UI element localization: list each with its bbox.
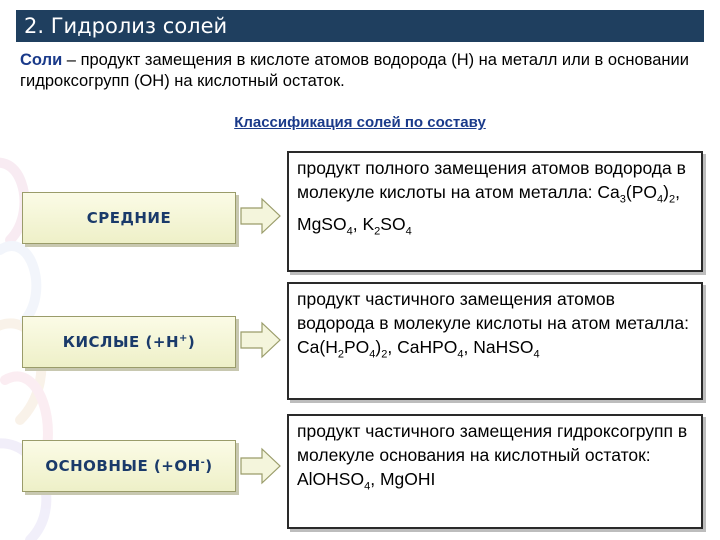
classification-heading: Классификация солей по составу bbox=[234, 114, 486, 131]
chemical-formula bbox=[597, 182, 680, 206]
chemical-formula bbox=[380, 469, 435, 489]
chemical-formula bbox=[297, 337, 398, 361]
formula-part: PO bbox=[343, 337, 370, 357]
category-label-main: КИСЛЫЕ (+H bbox=[62, 333, 180, 351]
category-label: СРЕДНИЕ bbox=[86, 209, 172, 227]
formula-subscript: 2 bbox=[381, 348, 388, 361]
arrow-right-icon bbox=[240, 196, 282, 236]
formula-part: , bbox=[352, 213, 363, 234]
formula-list bbox=[297, 337, 540, 361]
category-box-osnovnye bbox=[22, 440, 236, 492]
description-box-kislye bbox=[287, 282, 703, 400]
formula-subscript: 2 bbox=[668, 193, 676, 206]
formula-part: (PO bbox=[625, 182, 658, 202]
chemical-formula bbox=[297, 469, 380, 493]
formula-subscript: 4 bbox=[533, 348, 540, 361]
category-label-main: ОСНОВНЫЕ (+OH bbox=[45, 457, 201, 475]
category-box-kislye bbox=[22, 316, 236, 368]
formula-subscript: 4 bbox=[657, 193, 664, 206]
chemical-formula bbox=[297, 213, 363, 237]
formula-subscript: 4 bbox=[346, 225, 353, 237]
description-box-osnovnye bbox=[287, 414, 703, 529]
formula-list bbox=[297, 469, 436, 493]
slide-title: 2. Гидролиз солей bbox=[16, 10, 704, 42]
formula-part: , bbox=[463, 337, 474, 357]
category-label bbox=[45, 457, 212, 475]
formula-subscript: 3 bbox=[619, 193, 626, 206]
category-label-end: ) bbox=[187, 333, 196, 351]
formula-part: MgSO bbox=[297, 213, 347, 234]
formula-subscript: 2 bbox=[337, 348, 344, 361]
category-label-end: ) bbox=[205, 457, 213, 475]
formula-part: , bbox=[387, 337, 398, 357]
definition-term: Соли bbox=[20, 51, 63, 69]
formula-part: K bbox=[362, 213, 375, 234]
chemical-formula bbox=[473, 337, 540, 361]
formula-part: SO bbox=[380, 213, 406, 234]
formula-part: Ca bbox=[597, 182, 620, 202]
formula-subscript: 2 bbox=[374, 225, 381, 237]
chemical-formula bbox=[362, 213, 412, 237]
definition-body: – продукт замещения в кислоте атомов водорода (Н) на металл или в основании гидроксогрупп (ОН) на кислотный остаток. bbox=[20, 51, 689, 90]
arrow-right-icon bbox=[240, 320, 282, 360]
formula-subscript: 4 bbox=[405, 225, 412, 237]
category-label bbox=[63, 333, 196, 351]
description-text: продукт частичного замещения атомов водорода в молекуле кислоты на атом металла: bbox=[297, 289, 689, 333]
category-label-sup: - bbox=[200, 457, 206, 468]
formula-part: Ca(H bbox=[297, 337, 338, 357]
formula-subscript: 4 bbox=[369, 348, 376, 361]
formula-part: CaHPO bbox=[397, 337, 458, 357]
chemical-formula bbox=[397, 337, 474, 361]
description-text: продукт полного замещения атомов водорода в молекуле кислоты на атом металла: bbox=[297, 158, 686, 202]
description-box-srednie bbox=[287, 151, 703, 272]
category-box-srednie bbox=[22, 192, 236, 244]
definition-text bbox=[20, 50, 700, 92]
formula-part: MgOHI bbox=[379, 469, 436, 489]
formula-part: AlOHSO bbox=[297, 469, 365, 489]
formula-part: , bbox=[370, 469, 380, 489]
formula-subscript: 4 bbox=[364, 480, 371, 493]
formula-part: ) bbox=[663, 182, 669, 202]
formula-part: ) bbox=[375, 337, 382, 357]
description-text: продукт частичного замещения гидроксогрупп в молекуле основания на кислотный остаток: bbox=[297, 421, 688, 465]
category-label-sup: + bbox=[179, 333, 188, 344]
arrow-right-icon bbox=[240, 446, 282, 486]
formula-part: NaHSO bbox=[473, 337, 534, 357]
formula-part: , bbox=[675, 182, 680, 202]
formula-subscript: 4 bbox=[457, 348, 464, 361]
